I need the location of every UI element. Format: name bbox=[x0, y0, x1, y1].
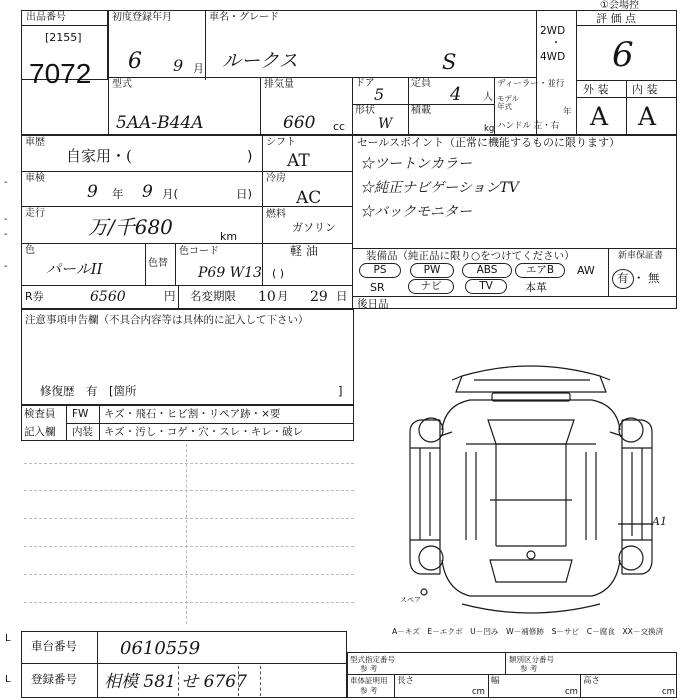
displacement-unit: cc bbox=[333, 120, 346, 133]
history-close: ) bbox=[247, 149, 253, 165]
margin-tick: L bbox=[5, 633, 11, 644]
color-change-label: 色替 bbox=[148, 258, 168, 269]
width-unit: cm bbox=[565, 687, 578, 697]
fw-label: FW bbox=[72, 408, 89, 420]
equip-ps: PS bbox=[359, 263, 401, 278]
inspector-label-2: 記入欄 bbox=[24, 426, 56, 438]
shape-label: 形状 bbox=[355, 105, 375, 116]
later-label: 後日品 bbox=[357, 298, 389, 310]
displacement-label: 排気量 bbox=[264, 79, 294, 90]
car-name: ルークス bbox=[222, 50, 298, 72]
doors-label: ドア bbox=[355, 78, 375, 89]
equip-leather: 本革 bbox=[525, 281, 547, 294]
diagram-spare-label: スペア bbox=[400, 596, 421, 604]
color-value: パールII bbox=[46, 260, 103, 278]
dealer-label: ディーラー・並行 bbox=[497, 79, 565, 89]
load-label: 積載 bbox=[411, 105, 431, 116]
reg-year: 6 bbox=[128, 49, 142, 74]
inspection-month-unit: 月( bbox=[162, 187, 178, 201]
displacement-value: 660 bbox=[283, 113, 316, 133]
type-number-ref: 参 考 bbox=[360, 664, 378, 673]
margin-tick: - bbox=[4, 214, 8, 225]
capacity-label: 定員 bbox=[411, 78, 431, 89]
capacity-value: 4 bbox=[450, 84, 462, 105]
shift-label: シフト bbox=[266, 137, 296, 148]
inspection-year: 9 bbox=[87, 182, 98, 202]
drive-2wd: 2WD bbox=[540, 25, 566, 37]
diagram-damage-mark: A1 bbox=[652, 515, 667, 528]
shift-value: AT bbox=[287, 151, 310, 171]
color-code: P69 W13 bbox=[198, 265, 262, 281]
car-label: 車名・グレード bbox=[209, 12, 279, 23]
warranty-no: 無 bbox=[648, 271, 660, 285]
fuel-label: 燃料 bbox=[266, 209, 286, 220]
vin-cert-label: 車体証明用 bbox=[350, 676, 388, 685]
equip-navi: ナビ bbox=[408, 279, 454, 294]
mileage-value: 万/千680 bbox=[88, 215, 173, 239]
margin-tick: L bbox=[5, 674, 11, 685]
year-unit: 年 bbox=[563, 107, 572, 117]
name-change-day-unit: 日 bbox=[336, 289, 348, 303]
load-unit: kg bbox=[484, 124, 495, 134]
length-label: 長さ bbox=[397, 676, 415, 686]
name-change-day: 29 bbox=[310, 289, 328, 305]
model-year-label: モデル 年式 bbox=[497, 94, 520, 111]
ac-value: AC bbox=[296, 188, 322, 208]
history-value: 自家用・( bbox=[66, 147, 132, 165]
car-grade: S bbox=[442, 50, 457, 74]
recycle-unit: 円 bbox=[164, 289, 176, 303]
reg-month: 9 bbox=[173, 56, 184, 75]
color-code-label: 色コード bbox=[179, 246, 219, 257]
chassis-value: 0610559 bbox=[120, 638, 201, 659]
equip-tv: TV bbox=[465, 279, 507, 294]
ext-label: 外 装 bbox=[583, 83, 609, 96]
doors-value: 5 bbox=[374, 85, 385, 104]
repair-bracket: ] bbox=[338, 384, 343, 398]
fuel-paren: ( ) bbox=[272, 267, 285, 280]
name-change-month: 10 bbox=[258, 289, 276, 305]
chassis-label: 車台番号 bbox=[31, 639, 77, 653]
plate-value: 相模 581 せ 6767 bbox=[104, 672, 247, 692]
color-label: 色 bbox=[25, 245, 35, 256]
equip-pw: PW bbox=[410, 263, 454, 278]
inspection-year-unit: 年 bbox=[112, 187, 124, 201]
height-label: 高さ bbox=[583, 676, 601, 686]
interior-label: 内装 bbox=[72, 426, 93, 438]
interior-codes: キズ・汚し・コゲ・穴・スレ・キレ・破レ bbox=[104, 426, 304, 438]
type-number-label: 型式指定番号 bbox=[350, 655, 395, 664]
plate-label: 登録番号 bbox=[31, 672, 77, 686]
equipment-label: 装備品（純正品に限り○をつけてください） bbox=[366, 250, 575, 262]
drive-4wd: 4WD bbox=[540, 51, 566, 63]
category-number-label: 類別区分番号 bbox=[509, 655, 554, 664]
equip-abs: ABS bbox=[462, 263, 512, 278]
shape-value: W bbox=[378, 116, 393, 132]
margin-tick: - bbox=[4, 261, 8, 272]
sales-item-2: ☆純正ナビゲーションTV bbox=[360, 180, 519, 196]
model-value: 5AA-B44A bbox=[116, 113, 204, 133]
score-value: 6 bbox=[612, 35, 634, 75]
name-change-month-unit: 月 bbox=[277, 289, 289, 303]
fuel-diesel: 軽 油 bbox=[290, 244, 318, 258]
model-label: 型式 bbox=[112, 79, 132, 90]
score-label: 評 価 点 bbox=[596, 12, 636, 25]
history-label: 車歴 bbox=[25, 137, 45, 148]
ac-label: 冷房 bbox=[266, 173, 286, 184]
fw-codes: キズ・飛石・ヒビ割・リペア跡・×要 bbox=[104, 408, 281, 420]
fuel-gasoline: ガソリン bbox=[292, 221, 336, 234]
capacity-unit: 人 bbox=[483, 92, 493, 103]
int-label: 内 装 bbox=[632, 83, 658, 96]
name-change-label: 名変期限 bbox=[190, 289, 236, 303]
mileage-label: 走行 bbox=[25, 208, 45, 219]
inspection-month: 9 bbox=[142, 182, 153, 202]
header-right-label: ①会場控 bbox=[600, 0, 639, 11]
vin-cert-ref: 参 考 bbox=[360, 686, 378, 695]
warranty-yes: 有 bbox=[617, 271, 629, 285]
mileage-unit: km bbox=[220, 230, 238, 243]
equip-sr: SR bbox=[370, 281, 385, 294]
equip-airbag: エアB bbox=[515, 263, 565, 278]
ext-score: A bbox=[590, 102, 609, 131]
handle-label: ハンドル 左・右 bbox=[497, 121, 560, 131]
sales-label: セールスポイント（正常に機能するものに限ります） bbox=[357, 136, 621, 149]
int-score: A bbox=[638, 102, 657, 131]
margin-tick: - bbox=[4, 177, 8, 188]
margin-tick: - bbox=[4, 229, 8, 240]
equip-aw: AW bbox=[577, 264, 595, 277]
height-unit: cm bbox=[662, 687, 675, 697]
sales-item-3: ☆バックモニター bbox=[360, 204, 472, 220]
inspection-day-unit: 日) bbox=[236, 187, 252, 201]
reg-month-unit: 月 bbox=[193, 62, 204, 75]
length-unit: cm bbox=[472, 687, 485, 697]
lot-number: 7072 bbox=[29, 58, 92, 89]
lot-code: [2155] bbox=[45, 31, 82, 44]
drive-dot: ・ bbox=[551, 38, 561, 49]
recycle-value: 6560 bbox=[90, 289, 126, 305]
reg-label: 初度登録年月 bbox=[112, 12, 172, 23]
inspector-label-1: 検査員 bbox=[24, 408, 56, 420]
warranty-sep: ・ bbox=[633, 271, 645, 285]
lot-label: 出品番号 bbox=[26, 12, 66, 23]
damage-legend: A－キズ E－エクボ U－凹み W－補修跡 S－サビ C－腐食 XX－交換済 bbox=[392, 627, 664, 636]
width-label: 幅 bbox=[491, 676, 500, 686]
notes-label: 注意事項申告欄（不具合内容等は具体的に記入して下さい） bbox=[25, 314, 309, 326]
recycle-label: R券 bbox=[25, 290, 44, 303]
repair-history: 修復歴 有 [箇所 bbox=[40, 384, 137, 398]
warranty-label: 新車保証書 bbox=[618, 251, 664, 261]
inspection-label: 車検 bbox=[25, 173, 45, 184]
sales-item-1: ☆ツートンカラー bbox=[360, 156, 472, 172]
category-number-ref: 参 考 bbox=[520, 664, 538, 673]
